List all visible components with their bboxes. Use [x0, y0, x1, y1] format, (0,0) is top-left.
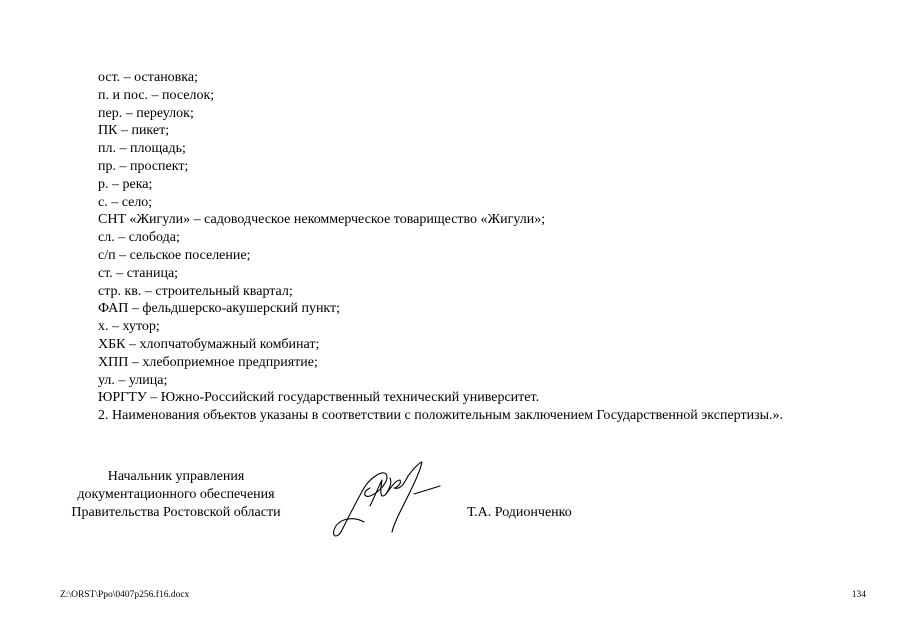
signer-title [56, 468, 296, 522]
handwritten-signature [330, 458, 450, 540]
list-item: ст. – станица; [98, 265, 179, 281]
list-item: пл. – площадь; [98, 141, 186, 157]
list-item: ул. – улица; [98, 372, 168, 388]
list-item: ПК – пикет; [98, 123, 170, 139]
footer-file-path: Z:\ORST\Ppo\0407p256.f16.docx [60, 590, 190, 600]
list-item: пер. – переулок; [98, 105, 194, 121]
list-item: сл. – слобода; [98, 230, 180, 246]
signer-title-line: Начальник управления [107, 469, 245, 484]
list-item: п. и пос. – поселок; [98, 87, 215, 103]
list-item: р. – река; [98, 176, 153, 192]
page-number: 134 [851, 590, 866, 600]
signer-title-line: документационного обеспечения [77, 487, 275, 502]
list-item: ост. – остановка; [98, 70, 198, 85]
list-item: ХПП – хлебоприемное предприятие; [98, 354, 318, 370]
list-item: ЮРГТУ – Южно-Российский государственный технический университет. [98, 390, 540, 406]
signer-name: Т.А. Родионченко [467, 505, 572, 520]
list-item: с. – село; [98, 194, 153, 210]
list-item: пр. – проспект; [98, 158, 189, 174]
list-item: СНТ «Жигули» – садоводческое некоммерческое товарищество «Жигули»; [98, 212, 546, 228]
list-item: х. – хутор; [98, 319, 160, 335]
abbreviation-list [98, 69, 878, 425]
signer-title-line: Правительства Ростовской области [71, 505, 281, 520]
list-item: стр. кв. – строительный квартал; [98, 283, 293, 299]
list-item: с/п – сельское поселение; [98, 247, 251, 263]
closing-note: 2. Наименования объектов указаны в соответствии с положительным заключением Государственной экспертизы.». [98, 408, 784, 424]
list-item: ФАП – фельдшерско-акушерский пункт; [98, 301, 341, 317]
list-item: ХБК – хлопчатобумажный комбинат; [98, 336, 320, 352]
